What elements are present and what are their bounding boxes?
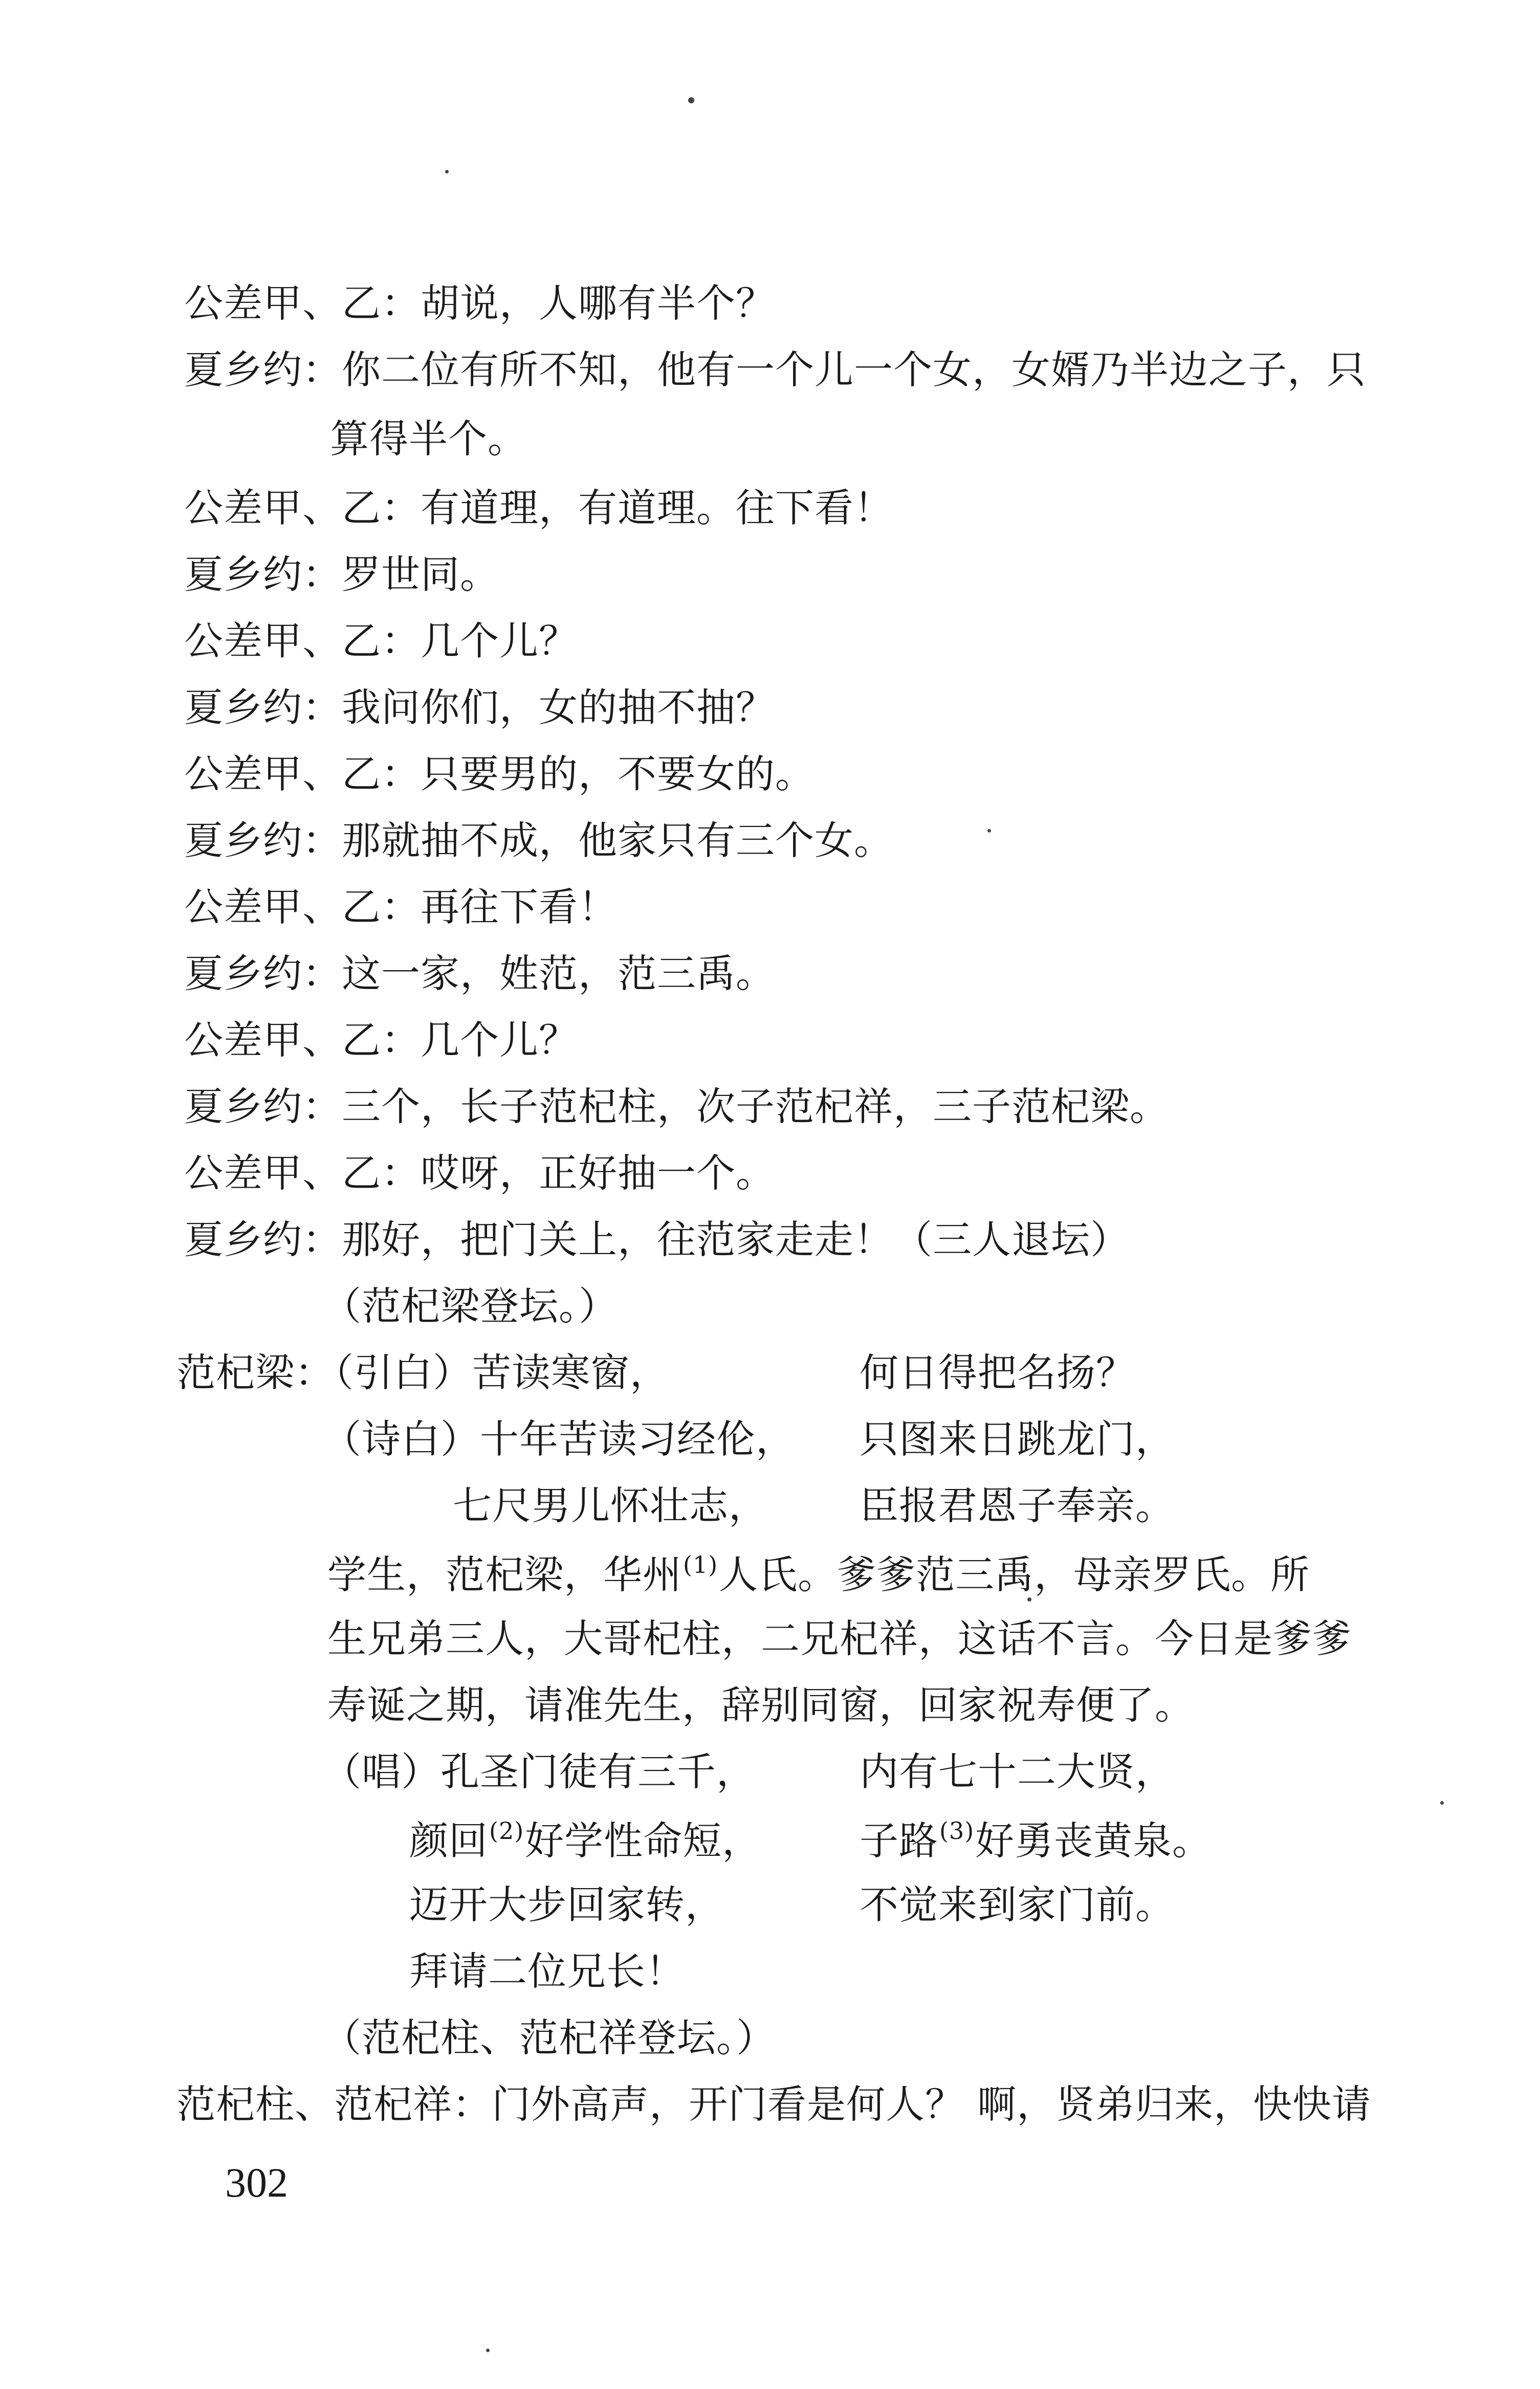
line-text: 七尺男儿怀壮志， bbox=[453, 1483, 768, 1528]
dialogue-line bbox=[184, 485, 893, 531]
dialogue-line bbox=[184, 347, 1366, 392]
line-text: 寿诞之期，请准先生，辞别同窗，回家祝寿便了。 bbox=[327, 1682, 1194, 1728]
line-text: 夏乡约：这一家，姓范，范三禹。 bbox=[184, 951, 775, 996]
verse-second-half bbox=[860, 1350, 1135, 1395]
line-text: 范杞柱、范杞祥：门外高声，开门看是何人？ 啊，贤弟归来，快快请 bbox=[177, 2081, 1372, 2127]
dialogue-line bbox=[184, 1150, 775, 1196]
verse-line bbox=[322, 1749, 756, 1794]
line-text: 颜回 bbox=[409, 1818, 488, 1864]
line-text: 公差甲、乙：几个儿？ bbox=[184, 1017, 578, 1063]
line-text: 内有七十二大贤， bbox=[860, 1749, 1175, 1794]
footnote-marker: (3) bbox=[939, 1817, 975, 1845]
line-text: 何日得把名扬？ bbox=[860, 1350, 1135, 1395]
verse-line bbox=[322, 1416, 795, 1462]
line-text: 算得半个。 bbox=[330, 416, 527, 462]
line-text: 人氏。爹爹范三禹，母亲罗氏。所 bbox=[719, 1552, 1310, 1597]
dialogue-line bbox=[184, 884, 618, 930]
stage-direction bbox=[322, 2015, 776, 2061]
line-text: （范杞柱、范杞祥登坛。） bbox=[322, 2015, 776, 2061]
line-text: 不觉来到家门前。 bbox=[860, 1882, 1175, 1927]
line-text: 公差甲、乙：胡说，人哪有半个？ bbox=[184, 280, 775, 326]
line-text: 学生，范杞梁，华州 bbox=[327, 1552, 682, 1597]
line-text: 公差甲、乙：几个儿？ bbox=[184, 618, 578, 664]
dialogue-line bbox=[327, 1682, 1194, 1728]
line-text: 只图来日跳龙门， bbox=[860, 1416, 1175, 1462]
verse-second-half bbox=[860, 1749, 1175, 1794]
line-text: 夏乡约：我问你们，女的抽不抽？ bbox=[184, 685, 775, 730]
dialogue-line bbox=[184, 618, 578, 664]
line-text: 夏乡约：那好，把门关上，往范家走走！（三人退坛） bbox=[184, 1217, 1130, 1262]
line-text: 公差甲、乙：哎呀，正好抽一个。 bbox=[184, 1150, 775, 1196]
line-text: （诗白）十年苦读习经伦， bbox=[322, 1416, 795, 1462]
verse-line bbox=[409, 1948, 685, 1994]
dialogue-line bbox=[184, 685, 775, 730]
line-text: 好勇丧黄泉。 bbox=[975, 1818, 1212, 1864]
dialogue-line bbox=[184, 552, 499, 597]
line-text: 子路 bbox=[860, 1818, 938, 1864]
dialogue-line bbox=[184, 1084, 1169, 1129]
line-text: 公差甲、乙：有道理，有道理。往下看！ bbox=[184, 485, 893, 531]
footnote-marker: (2) bbox=[489, 1817, 524, 1845]
dialogue-line bbox=[184, 751, 815, 797]
footnote-marker: (1) bbox=[683, 1551, 718, 1579]
dialogue-line bbox=[184, 280, 775, 326]
dust-speck bbox=[1440, 1801, 1444, 1805]
line-text: 夏乡约：那就抽不成，他家只有三个女。 bbox=[184, 818, 893, 863]
line-text: （范杞梁登坛。） bbox=[322, 1283, 618, 1329]
stage-direction bbox=[322, 1283, 618, 1329]
dialogue-line bbox=[184, 1017, 578, 1063]
verse-second-half bbox=[860, 1483, 1175, 1528]
line-text: 夏乡约：罗世同。 bbox=[184, 552, 499, 597]
dust-speck bbox=[486, 2349, 490, 2352]
dialogue-line bbox=[184, 1217, 1130, 1262]
dust-speck bbox=[445, 170, 449, 173]
dialogue-line bbox=[184, 951, 775, 996]
dialogue-line bbox=[177, 1350, 669, 1395]
line-text: （唱）孔圣门徒有三千， bbox=[322, 1749, 756, 1794]
verse-line bbox=[409, 1817, 762, 1864]
line-text: 范杞梁：（引白）苦读寒窗， bbox=[177, 1350, 669, 1395]
line-text: 好学性命短， bbox=[525, 1818, 762, 1864]
dialogue-line bbox=[177, 2081, 1372, 2127]
line-text: 迈开大步回家转， bbox=[409, 1882, 724, 1927]
line-text: 臣报君恩子奉亲。 bbox=[860, 1483, 1175, 1528]
dust-speck bbox=[987, 829, 991, 832]
verse-second-half bbox=[860, 1882, 1175, 1927]
line-text: 公差甲、乙：只要男的，不要女的。 bbox=[184, 751, 815, 797]
verse-line bbox=[409, 1882, 724, 1927]
line-text: 拜请二位兄长！ bbox=[409, 1948, 685, 1994]
line-text: 夏乡约：三个，长子范杞柱，次子范杞祥，三子范杞梁。 bbox=[184, 1084, 1169, 1129]
line-text: 夏乡约：你二位有所不知，他有一个儿一个女，女婿乃半边之子，只 bbox=[184, 347, 1366, 392]
dialogue-line bbox=[184, 818, 893, 863]
dialogue-line bbox=[327, 1551, 1310, 1597]
dust-speck bbox=[688, 97, 694, 103]
verse-line bbox=[453, 1483, 768, 1528]
line-text: 生兄弟三人，大哥杞柱，二兄杞祥，这话不言。今日是爹爹 bbox=[327, 1616, 1352, 1661]
page-number: 302 bbox=[225, 2159, 288, 2206]
dust-speck bbox=[1027, 1597, 1031, 1602]
line-text: 公差甲、乙：再往下看！ bbox=[184, 884, 618, 930]
dialogue-line bbox=[327, 1616, 1352, 1661]
dialogue-line bbox=[330, 416, 527, 462]
verse-second-half bbox=[860, 1817, 1212, 1864]
verse-second-half bbox=[860, 1416, 1175, 1462]
